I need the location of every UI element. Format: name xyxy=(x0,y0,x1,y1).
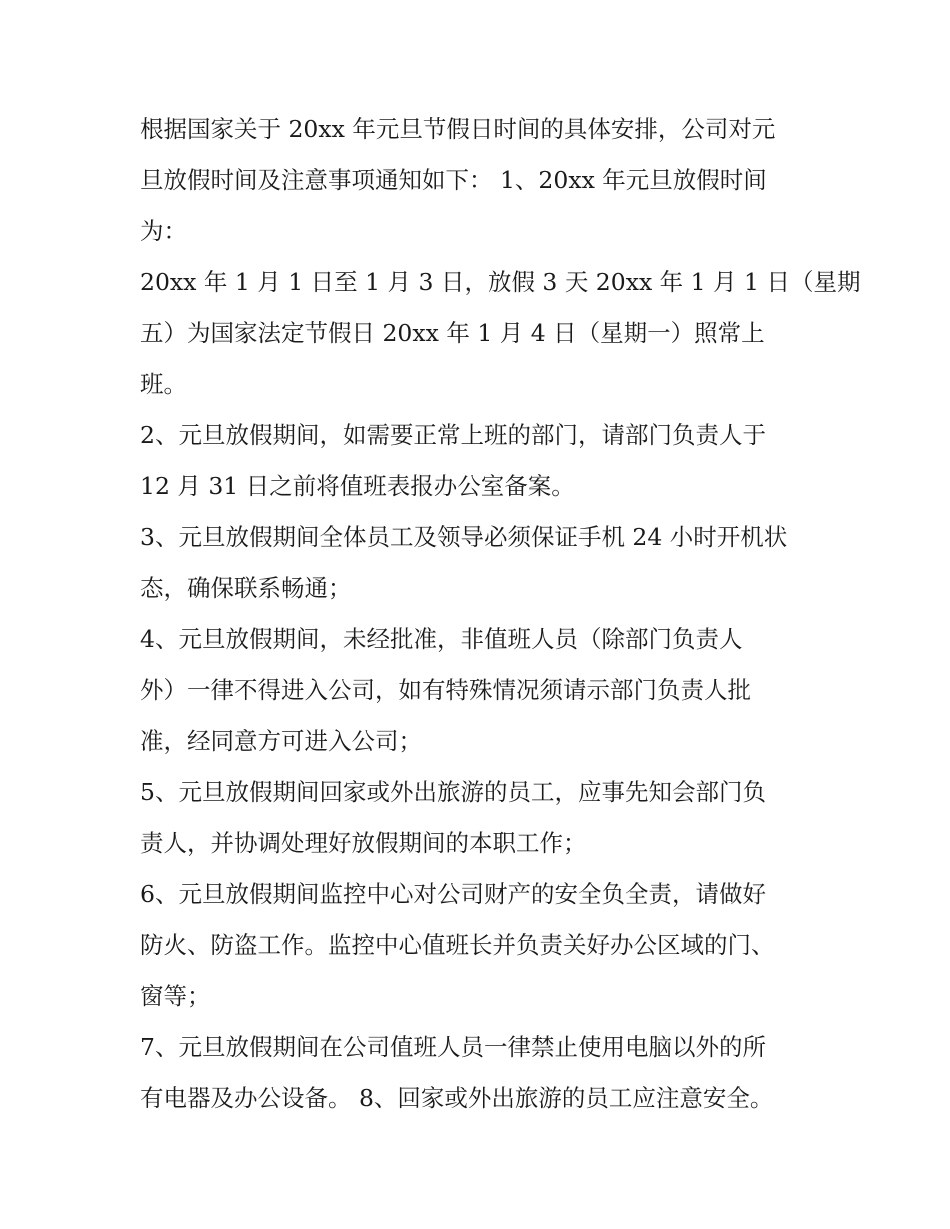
text-line: 为： xyxy=(140,217,187,245)
text-line: 7、元旦放假期间在公司值班人员一律禁止使用电脑以外的所 xyxy=(140,1033,766,1061)
text-line: 班。 xyxy=(140,370,187,398)
text-line: 窗等； xyxy=(140,982,211,1010)
text-line: 3、元旦放假期间全体员工及领导必须保证手机 24 小时开机状 xyxy=(140,523,788,551)
text-line: 准，经同意方可进入公司； xyxy=(140,727,422,755)
text-line: 2、元旦放假期间，如需要正常上班的部门，请部门负责人于 xyxy=(140,421,766,449)
text-line: 20xx 年 1 月 1 日至 1 月 3 日，放假 3 天 20xx 年 1 月 1 日（星期 xyxy=(140,268,861,296)
text-line: 4、元旦放假期间，未经批准，非值班人员（除部门负责人 xyxy=(140,625,743,653)
text-line: 五）为国家法定节假日 20xx 年 1 月 4 日（星期一）照常上 xyxy=(140,319,765,347)
text-line: 防火、防盗工作。监控中心值班长并负责关好办公区域的门、 xyxy=(140,931,775,959)
text-line: 根据国家关于 20xx 年元旦节假日时间的具体安排，公司对元 xyxy=(140,115,776,143)
text-line: 6、元旦放假期间监控中心对公司财产的安全负全责，请做好 xyxy=(140,880,766,908)
text-line: 外）一律不得进入公司，如有特殊情况须请示部门负责人批 xyxy=(140,676,751,704)
text-line: 旦放假时间及注意事项通知如下： 1、20xx 年元旦放假时间 xyxy=(140,166,767,194)
text-line: 12 月 31 日之前将值班表报办公室备案。 xyxy=(140,472,575,500)
text-line: 有电器及办公设备。 8、回家或外出旅游的员工应注意安全。 xyxy=(140,1084,774,1112)
text-line: 态，确保联系畅通； xyxy=(140,574,352,602)
text-line: 5、元旦放假期间回家或外出旅游的员工，应事先知会部门负 xyxy=(140,778,766,806)
text-line: 责人，并协调处理好放假期间的本职工作； xyxy=(140,829,587,857)
